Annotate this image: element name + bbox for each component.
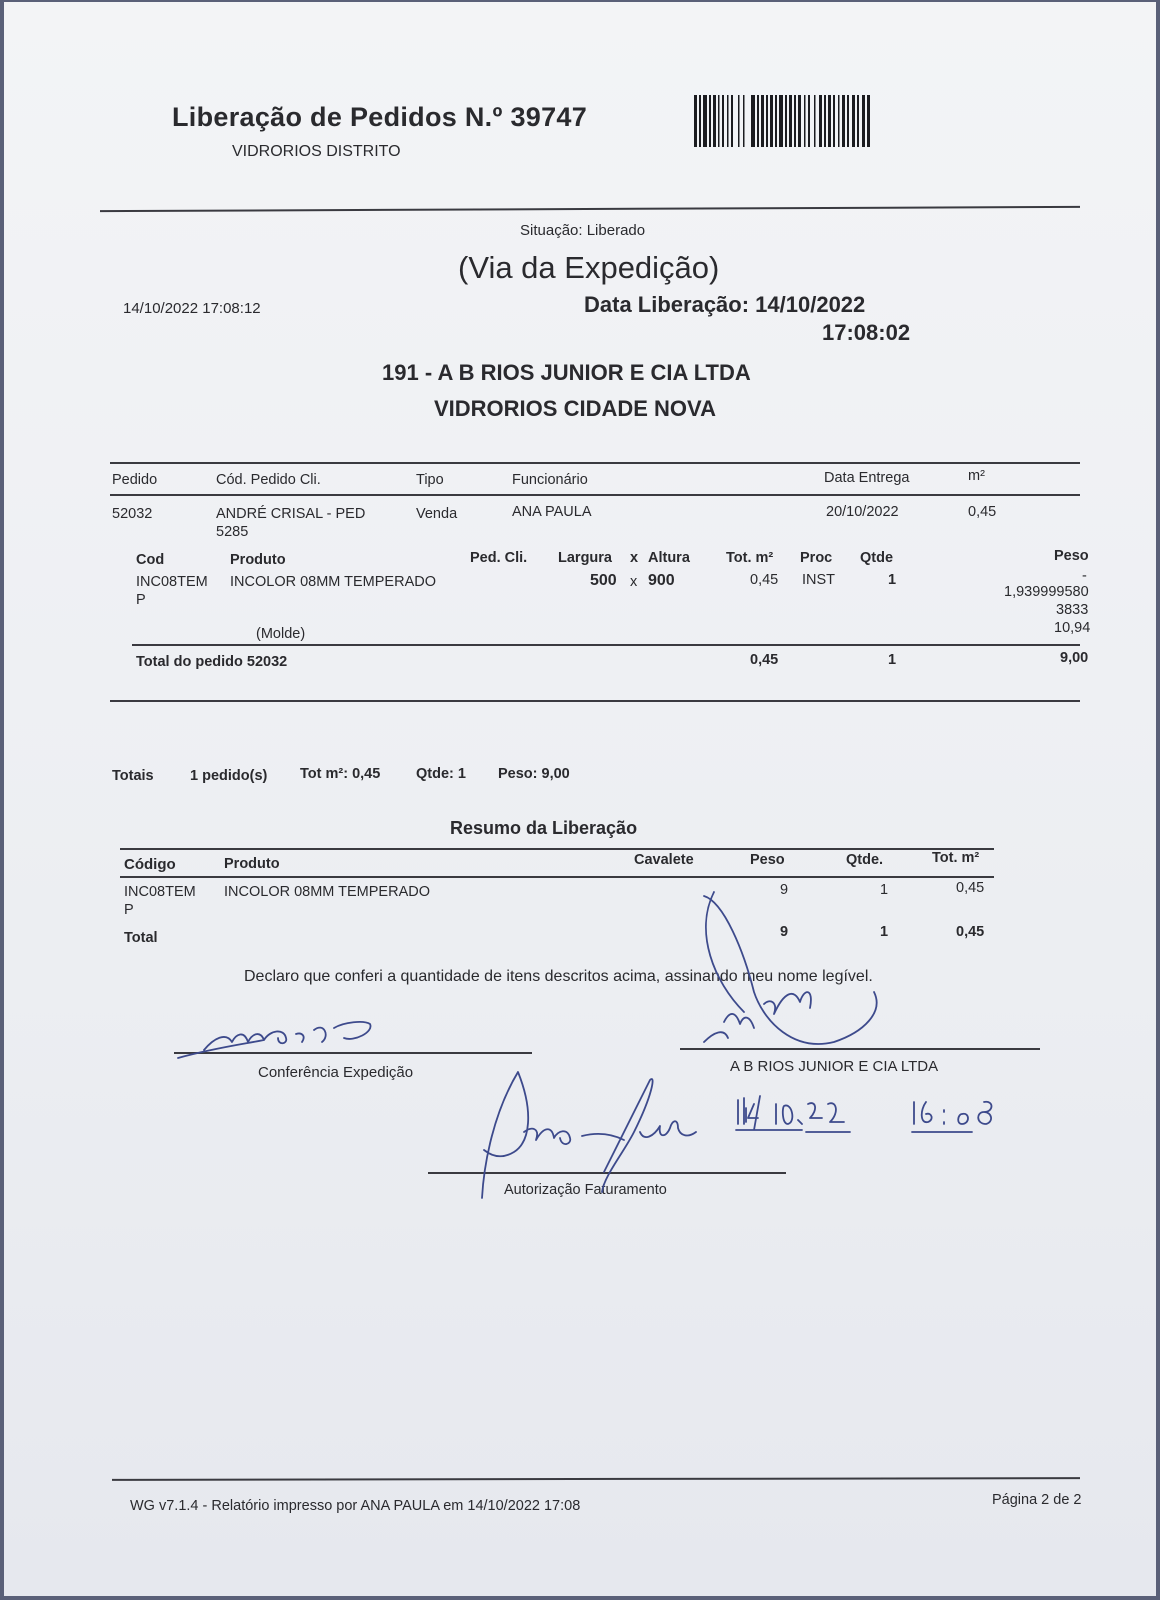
client-name: 191 - A B RIOS JUNIOR E CIA LTDA: [382, 360, 751, 385]
summary-product: INCOLOR 08MM TEMPERADO: [224, 884, 430, 900]
summary-code-cont: P: [124, 902, 134, 918]
item-header-tot-m2: Tot. m²: [726, 550, 774, 566]
barcode-icon: [694, 95, 870, 147]
item-tot-m2: 0,45: [750, 572, 779, 588]
handwritten-date: [732, 1094, 1032, 1138]
item-header-cod: Cod: [136, 552, 165, 568]
item-product: INCOLOR 08MM TEMPERADO: [230, 574, 436, 590]
item-peso-line3: 10,94: [1054, 620, 1091, 636]
item-header-x: x: [630, 550, 639, 566]
handwritten-signature-conferencia: [174, 1012, 404, 1062]
order-total-m2: 0,45: [750, 652, 779, 668]
client-order-code-cont: 5285: [216, 524, 249, 540]
header-divider: [100, 206, 1080, 212]
printed-datetime: 14/10/2022 17:08:12: [123, 300, 261, 317]
summary-header-cavalete: Cavalete: [634, 852, 694, 868]
company-subtitle: VIDRORIOS DISTRITO: [232, 143, 401, 160]
item-code-cont: P: [136, 592, 146, 608]
order-type: Venda: [416, 506, 458, 522]
delivery-date: 20/10/2022: [826, 504, 899, 520]
order-total-qtde: 1: [888, 652, 897, 668]
summary-peso: 9: [780, 882, 789, 898]
page-title: Liberação de Pedidos N.º 39747: [172, 102, 588, 132]
summary-total-tot-m2: 0,45: [956, 924, 985, 940]
item-width: 500: [590, 572, 617, 589]
item-proc: INST: [802, 572, 836, 588]
col-header-cod-pedido-cli: Cód. Pedido Cli.: [216, 472, 321, 488]
item-molde-note: (Molde): [256, 626, 306, 642]
item-header-ped-cli: Ped. Cli.: [470, 550, 528, 566]
item-header-altura: Altura: [648, 550, 690, 566]
table-top-border: [110, 462, 1080, 464]
handwritten-signature-client: [684, 892, 924, 1092]
col-header-data-entrega: Data Entrega: [824, 470, 910, 486]
status-text: Situação: Liberado: [520, 222, 646, 239]
col-header-funcionario: Funcionário: [512, 472, 588, 488]
client-order-code: ANDRÉ CRISAL - PED: [216, 506, 366, 522]
summary-header-produto: Produto: [224, 856, 280, 872]
client-store: VIDRORIOS CIDADE NOVA: [434, 396, 716, 421]
footer-page-number: Página 2 de 2: [992, 1492, 1082, 1508]
totals-peso: Peso: 9,00: [498, 766, 570, 782]
totals-orders: 1 pedido(s): [190, 768, 268, 784]
summary-qtde: 1: [880, 882, 889, 898]
summary-header-qtde: Qtde.: [846, 852, 884, 868]
order-total-peso: 9,00: [1060, 650, 1089, 666]
col-header-tipo: Tipo: [416, 472, 444, 488]
summary-header-codigo: Código: [124, 856, 176, 873]
release-time: 17:08:02: [822, 320, 911, 345]
item-peso-line2: 3833: [1056, 602, 1089, 618]
order-number: 52032: [112, 506, 153, 522]
summary-header-border: [120, 876, 994, 878]
release-date: Data Liberação: 14/10/2022: [584, 292, 866, 317]
item-code: INC08TEM: [136, 574, 208, 590]
summary-title: Resumo da Liberação: [450, 818, 638, 838]
item-peso-line1: 1,939999580: [1004, 584, 1089, 600]
col-header-m2: m²: [968, 468, 985, 484]
summary-top-border: [120, 848, 994, 850]
copy-type-heading: (Via da Expedição): [458, 250, 720, 285]
summary-header-tot-m2: Tot. m²: [932, 850, 980, 866]
item-peso-dash: -: [1082, 568, 1087, 584]
summary-tot-m2: 0,45: [956, 880, 985, 896]
totals-label: Totais: [112, 768, 154, 784]
summary-header-peso: Peso: [750, 852, 785, 868]
order-total-label: Total do pedido 52032: [136, 654, 288, 670]
handwritten-signature-autorizacao: [474, 1072, 724, 1202]
totals-qtde: Qtde: 1: [416, 766, 466, 782]
item-header-largura: Largura: [558, 550, 612, 566]
item-height: 900: [648, 572, 675, 589]
summary-code: INC08TEM: [124, 884, 196, 900]
totals-m2: Tot m²: 0,45: [300, 766, 381, 782]
item-header-proc: Proc: [800, 550, 833, 566]
order-m2: 0,45: [968, 504, 997, 520]
item-qtde: 1: [888, 572, 897, 588]
footer-divider: [112, 1477, 1080, 1481]
item-header-produto: Produto: [230, 552, 286, 568]
order-employee: ANA PAULA: [512, 504, 592, 520]
summary-total-peso: 9: [780, 924, 789, 940]
document-page: [4, 2, 1156, 1596]
table-bottom-border: [110, 700, 1080, 702]
summary-total-label: Total: [124, 930, 158, 946]
item-total-divider: [132, 644, 1080, 646]
footer-printed-by: WG v7.1.4 - Relatório impresso por ANA PAULA em 14/10/2022 17:08: [130, 1498, 581, 1514]
signature-label-client: A B RIOS JUNIOR E CIA LTDA: [730, 1058, 939, 1075]
declaration-text: Declaro que conferi a quantidade de itens descritos acima, assinando meu nome legível.: [244, 968, 873, 985]
item-dimension-x: x: [630, 574, 638, 590]
col-header-pedido: Pedido: [112, 472, 158, 488]
item-header-qtde: Qtde: [860, 550, 894, 566]
summary-total-qtde: 1: [880, 924, 889, 940]
signature-label-autorizacao: Autorização Faturamento: [504, 1182, 667, 1198]
item-header-peso: Peso: [1054, 548, 1089, 564]
table-header-border: [110, 494, 1080, 496]
signature-label-conferencia: Conferência Expedição: [258, 1064, 414, 1081]
